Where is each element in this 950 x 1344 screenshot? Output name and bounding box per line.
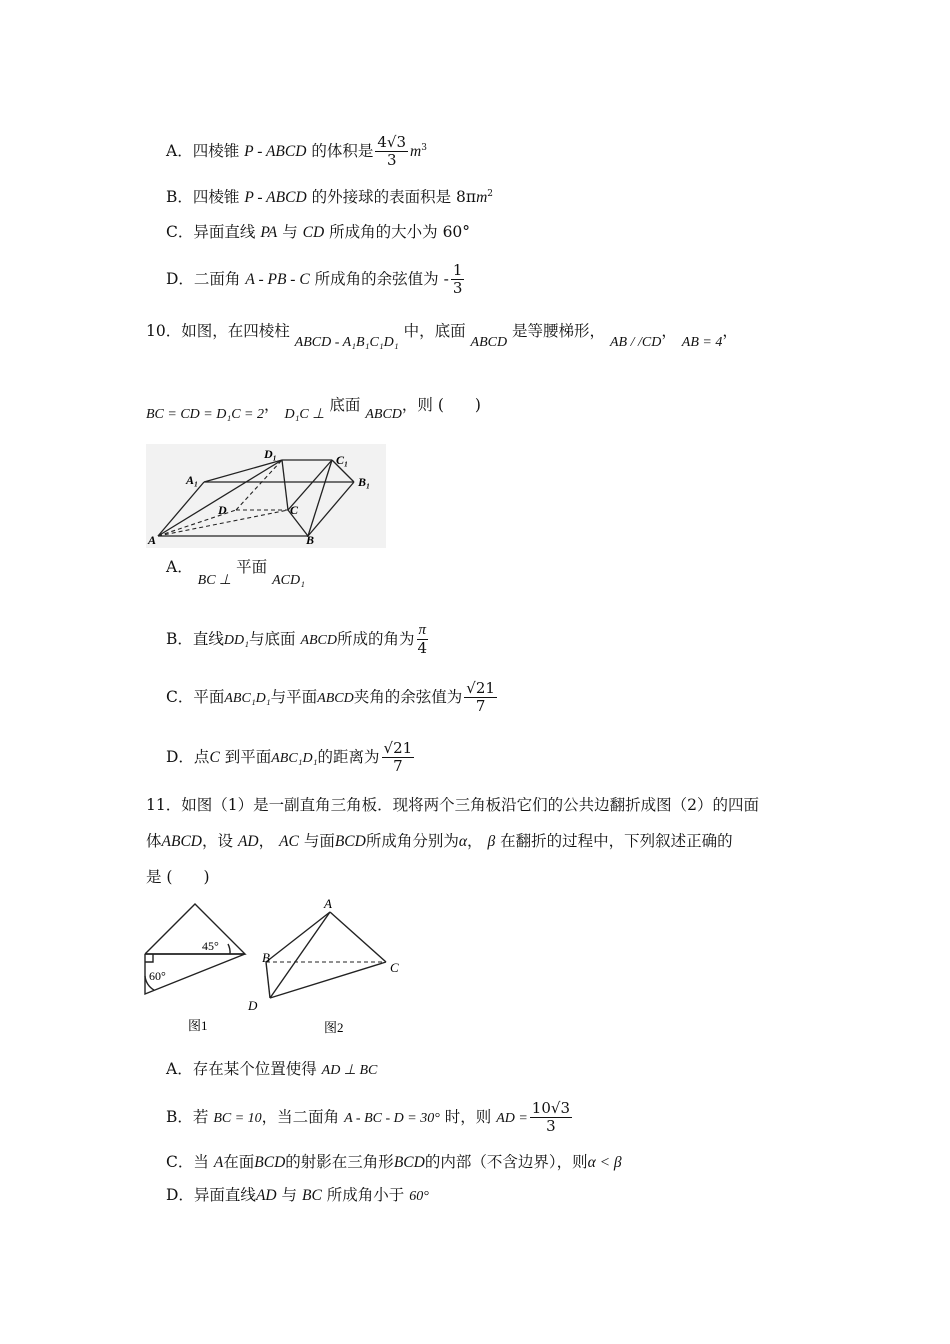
option-text: 平面 — [236, 558, 268, 576]
q9-option-a — [166, 134, 427, 170]
vertex-label-d1: D₁ — [264, 447, 277, 461]
math-expr: BC ⊥ — [197, 573, 232, 588]
option-label: C．异面直线 — [166, 223, 256, 241]
angle-label-45: 45° — [202, 939, 219, 953]
math-expr: AD = — [496, 1110, 528, 1126]
option-label: A．四棱锥 — [166, 141, 240, 160]
fraction — [530, 1100, 572, 1136]
edge-ad — [270, 912, 330, 998]
fraction — [451, 262, 465, 298]
option-label: D．点 — [166, 747, 210, 766]
math-expr: ABCD — [365, 407, 402, 422]
math-expr: ABC₁D₁ — [271, 750, 318, 766]
math-expr: CD — [302, 224, 325, 241]
math-expr: AD — [237, 833, 259, 850]
stem-text: 在翻折的过程中，下列叙述正确的 — [500, 832, 733, 850]
stem-text: ，则 ( ) — [401, 396, 481, 414]
option-text: 与底面 — [248, 629, 296, 648]
math-expr: A - BC - D = 30° — [344, 1110, 440, 1126]
math-expr: A - PB - C — [245, 270, 310, 288]
stem-text: 是等腰梯形， — [512, 322, 606, 340]
option-label: B．四棱锥 — [166, 188, 240, 206]
math-expr: ABCD — [470, 335, 508, 350]
vertex-label-a: A — [148, 533, 157, 547]
stem-text: 体 — [146, 832, 162, 850]
math-expr: ABCD — [300, 632, 337, 648]
vertex-label-d: D — [218, 503, 227, 517]
math-expr: ABCD — [317, 690, 354, 706]
math-expr: BCD — [334, 833, 366, 850]
fraction — [464, 680, 497, 716]
option-text: 所成的角为 — [337, 629, 415, 648]
math-expr: α < β — [587, 1154, 622, 1171]
vertex-label-b1: B₁ — [358, 475, 371, 489]
option-text: 的体积是 — [311, 141, 374, 160]
vertex-label-c: C — [290, 503, 299, 517]
stem-text: 11．如图（1）是一副直角三角板．现将两个三角板沿它们的公共边翻折成图（2）的四面 — [146, 796, 759, 814]
stem-text: ， — [722, 322, 738, 340]
stem-text: 是 ( ) — [146, 868, 210, 886]
option-text: 所成角的大小为 60° — [329, 223, 471, 241]
q10-option-b — [166, 622, 430, 658]
option-text: 与平面 — [270, 687, 318, 706]
fraction-denominator: 3 — [452, 279, 463, 298]
fraction-numerator: √21 — [383, 739, 413, 757]
q11-option-d — [166, 1186, 429, 1206]
option-text: 夹角的余弦值为 — [353, 687, 463, 706]
q10-prism-figure — [146, 444, 386, 548]
option-text: 与 — [282, 223, 298, 241]
figure-caption: 图2 — [324, 1020, 344, 1035]
math-expr: A — [213, 1154, 224, 1171]
unit-exponent: 3 — [421, 142, 427, 153]
math-expr: D₁C ⊥ — [284, 407, 325, 422]
fraction-denominator: 4 — [417, 639, 428, 658]
q11-stem-line3 — [146, 868, 210, 887]
stem-text: ，设 — [201, 832, 233, 850]
edge-bd — [266, 962, 270, 998]
option-text: 的距离为 — [317, 747, 380, 766]
stem-text: ， — [264, 396, 280, 414]
option-label: D．二面角 — [166, 269, 241, 288]
stem-text: 底面 — [329, 396, 361, 414]
q11-stem-line2 — [146, 832, 733, 852]
stem-text: 与面 — [303, 832, 335, 850]
vertex-label-d: D — [248, 998, 258, 1013]
triangle-45 — [145, 904, 245, 954]
option-label: D．异面直线 — [166, 1186, 256, 1204]
vertex-label-c1: C₁ — [336, 453, 349, 467]
vertex-label-b: B — [262, 950, 270, 965]
fraction-numerator: 4√3 — [377, 133, 407, 151]
math-expr: ABC₁D₁ — [224, 690, 271, 706]
q11-option-a — [166, 1060, 377, 1080]
option-text: 在面 — [223, 1153, 255, 1171]
angle-label-60: 60° — [149, 969, 166, 983]
option-label: C．平面 — [166, 687, 225, 706]
unit-exponent: 2 — [487, 189, 493, 199]
edge-dc — [270, 962, 386, 998]
q10-stem-line1 — [146, 322, 738, 350]
option-text: 所成角的余弦值为 — [314, 269, 439, 288]
q11-figure-2 — [244, 896, 410, 1040]
math-expr: AD — [255, 1187, 277, 1204]
stem-text: ， — [466, 832, 483, 850]
math-expr: DD₁ — [223, 632, 249, 648]
math-expr: AB = 4 — [681, 335, 723, 350]
q9-option-b — [166, 188, 493, 208]
stem-text: 中，底面 — [403, 322, 466, 340]
math-expr: α — [458, 833, 467, 850]
math-expr: AC — [279, 833, 299, 850]
right-angle-mark — [145, 954, 153, 962]
stem-text: 所成角分别为 — [365, 832, 459, 850]
vertex-label-c: C — [390, 960, 399, 975]
vertex-label-a: A — [324, 896, 332, 911]
unit: m — [410, 142, 422, 160]
q11-figure-1 — [140, 900, 252, 1040]
math-expr: ABCD — [161, 833, 202, 850]
stem-text: 10．如图，在四棱柱 — [146, 322, 290, 340]
fraction — [382, 740, 415, 776]
math-expr: BC = 10 — [213, 1110, 262, 1126]
math-expr: BC — [302, 1187, 322, 1204]
minus-sign: - — [443, 269, 449, 288]
q11-option-c — [166, 1153, 622, 1173]
fraction-numerator: π — [417, 622, 429, 640]
math-expr: BCD — [254, 1154, 286, 1171]
option-text: 时，则 — [444, 1107, 492, 1126]
option-label: C．当 — [166, 1153, 209, 1171]
q11-stem-line1 — [146, 796, 759, 815]
vertex-label-b: B — [306, 533, 315, 547]
fraction-denominator: 7 — [393, 757, 403, 776]
angle-arc-45 — [228, 944, 230, 954]
fraction-numerator: √21 — [466, 679, 495, 697]
fraction — [375, 134, 408, 170]
option-text: ，当二面角 — [261, 1107, 340, 1126]
math-expr: P - ABCD — [244, 189, 307, 206]
math-expr: AB / /CD — [610, 335, 662, 350]
q9-option-c — [166, 223, 470, 243]
q10-stem-line2 — [146, 396, 481, 422]
math-expr: PA — [260, 224, 278, 241]
q9-option-d — [166, 262, 466, 298]
math-expr: β — [487, 833, 496, 850]
option-label: A．存在某个位置使得 — [166, 1060, 317, 1078]
q10-option-a — [166, 558, 305, 588]
fraction-denominator: 3 — [546, 1117, 556, 1136]
q11-option-b — [166, 1100, 574, 1136]
edge-ab — [266, 912, 330, 962]
math-expr: BC = CD = D₁C = 2 — [146, 407, 264, 422]
option-text: 的外接球的表面积是 8π — [311, 188, 477, 206]
math-expr: AD ⊥ BC — [321, 1063, 378, 1078]
math-expr: P - ABCD — [244, 142, 307, 160]
option-text: 到平面 — [224, 747, 272, 766]
fraction-numerator: 10√3 — [531, 1099, 570, 1117]
math-expr: ABCD - A₁B₁C₁D₁ — [294, 335, 399, 350]
unit: m — [476, 189, 488, 206]
option-text: 所成角小于 — [326, 1186, 405, 1204]
fraction-denominator: 3 — [386, 151, 397, 170]
edge-ac — [330, 912, 386, 962]
stem-text: ， — [661, 322, 677, 340]
fraction — [417, 622, 429, 658]
option-text: 的射影在三角形 — [285, 1153, 394, 1171]
math-expr: ACD₁ — [272, 573, 305, 588]
fraction-denominator: 7 — [475, 697, 486, 716]
figure-caption: 图1 — [188, 1018, 208, 1033]
math-expr: 60° — [409, 1189, 429, 1204]
option-text: 的内部（不含边界），则 — [424, 1153, 588, 1171]
q10-option-d — [166, 740, 416, 776]
option-label: B．直线 — [166, 629, 224, 648]
math-expr: C — [209, 748, 220, 766]
option-label: A． — [166, 558, 193, 576]
q10-option-c — [166, 680, 499, 716]
fraction-numerator: 1 — [452, 261, 463, 279]
vertex-label-a1: A₁ — [186, 473, 199, 487]
option-text: 与 — [281, 1186, 298, 1204]
option-label: B．若 — [166, 1107, 209, 1126]
stem-text: ， — [258, 832, 275, 850]
math-expr: BCD — [393, 1154, 425, 1171]
